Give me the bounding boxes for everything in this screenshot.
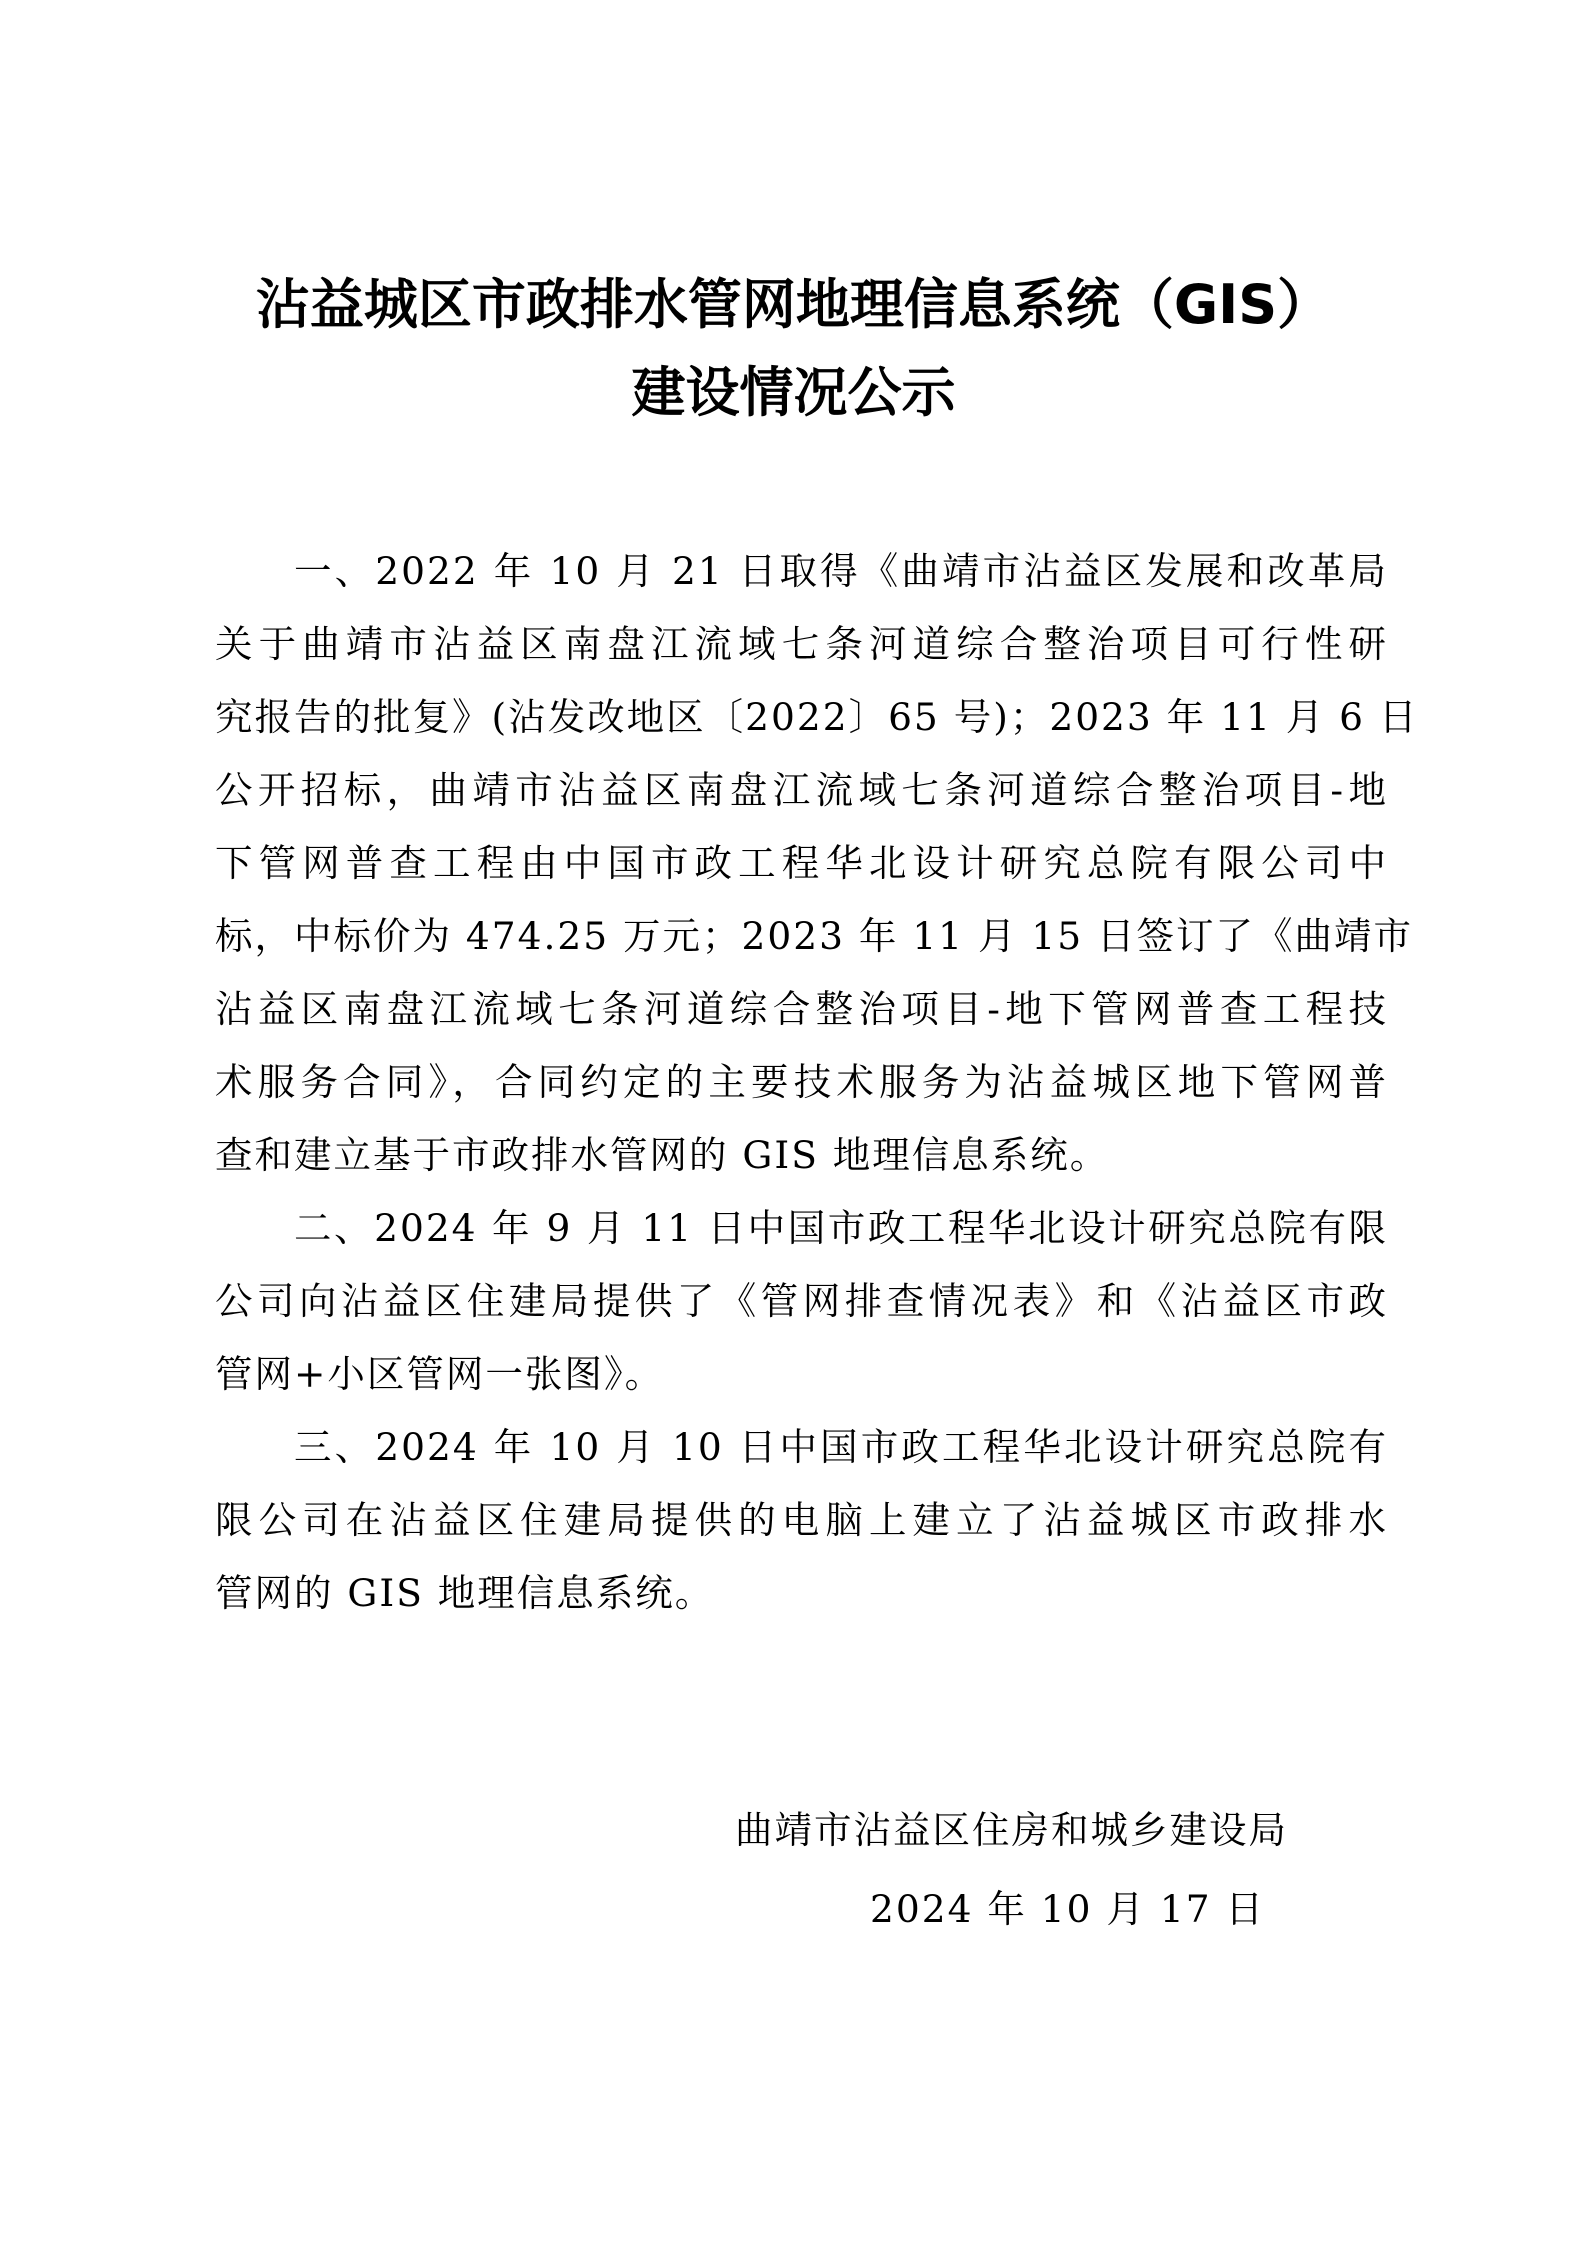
paragraph-2 — [215, 1192, 1388, 1411]
paragraph-1 — [215, 535, 1419, 1192]
paragraph-3-line-2: 限公司在沾益区住建局提供的电脑上建立了沾益城区市政排水 — [215, 1498, 1388, 1542]
paragraph-1-line-4: 公开招标，曲靖市沾益区南盘江流域七条河道综合整治项目-地 — [215, 768, 1388, 812]
paragraph-2-line-1: 二、2024 年 9 月 11 日中国市政工程华北设计研究总院有限 — [294, 1206, 1388, 1250]
paragraph-1-line-3: 究报告的批复》(沾发改地区〔2022〕65 号)；2023 年 11 月 6 日 — [215, 695, 1419, 739]
paragraph-3-line-1: 三、2024 年 10 月 10 日中国市政工程华北设计研究总院有 — [294, 1425, 1388, 1469]
paragraph-1-line-7: 沾益区南盘江流域七条河道综合整治项目-地下管网普查工程技 — [215, 987, 1388, 1031]
signature-date: 2024 年 10 月 17 日 — [870, 1887, 1265, 1931]
document-title-line-2: 建设情况公示 — [631, 361, 956, 424]
paragraph-2-line-3: 管网+小区管网一张图》。 — [215, 1352, 665, 1396]
paragraph-2-line-2: 公司向沾益区住建局提供了《管网排查情况表》和《沾益区市政 — [215, 1279, 1388, 1323]
paragraph-1-line-2: 关于曲靖市沾益区南盘江流域七条河道综合整治项目可行性研 — [215, 622, 1388, 666]
paragraph-1-line-1: 一、2022 年 10 月 21 日取得《曲靖市沾益区发展和改革局 — [294, 549, 1388, 593]
paragraph-1-line-5: 下管网普查工程由中国市政工程华北设计研究总院有限公司中 — [215, 841, 1388, 885]
signature-organization: 曲靖市沾益区住房和城乡建设局 — [735, 1808, 1288, 1852]
paragraph-1-line-9: 查和建立基于市政排水管网的 GIS 地理信息系统。 — [215, 1133, 1110, 1177]
paragraph-1-line-8: 术服务合同》，合同约定的主要技术服务为沾益城区地下管网普 — [215, 1060, 1388, 1104]
paragraph-3 — [215, 1411, 1388, 1630]
paragraph-3-line-3: 管网的 GIS 地理信息系统。 — [215, 1571, 715, 1615]
paragraph-1-line-6: 标，中标价为 474.25 万元；2023 年 11 月 15 日签订了《曲靖市 — [215, 914, 1414, 958]
document-title-line-1: 沾益城区市政排水管网地理信息系统（GIS） — [255, 273, 1332, 336]
